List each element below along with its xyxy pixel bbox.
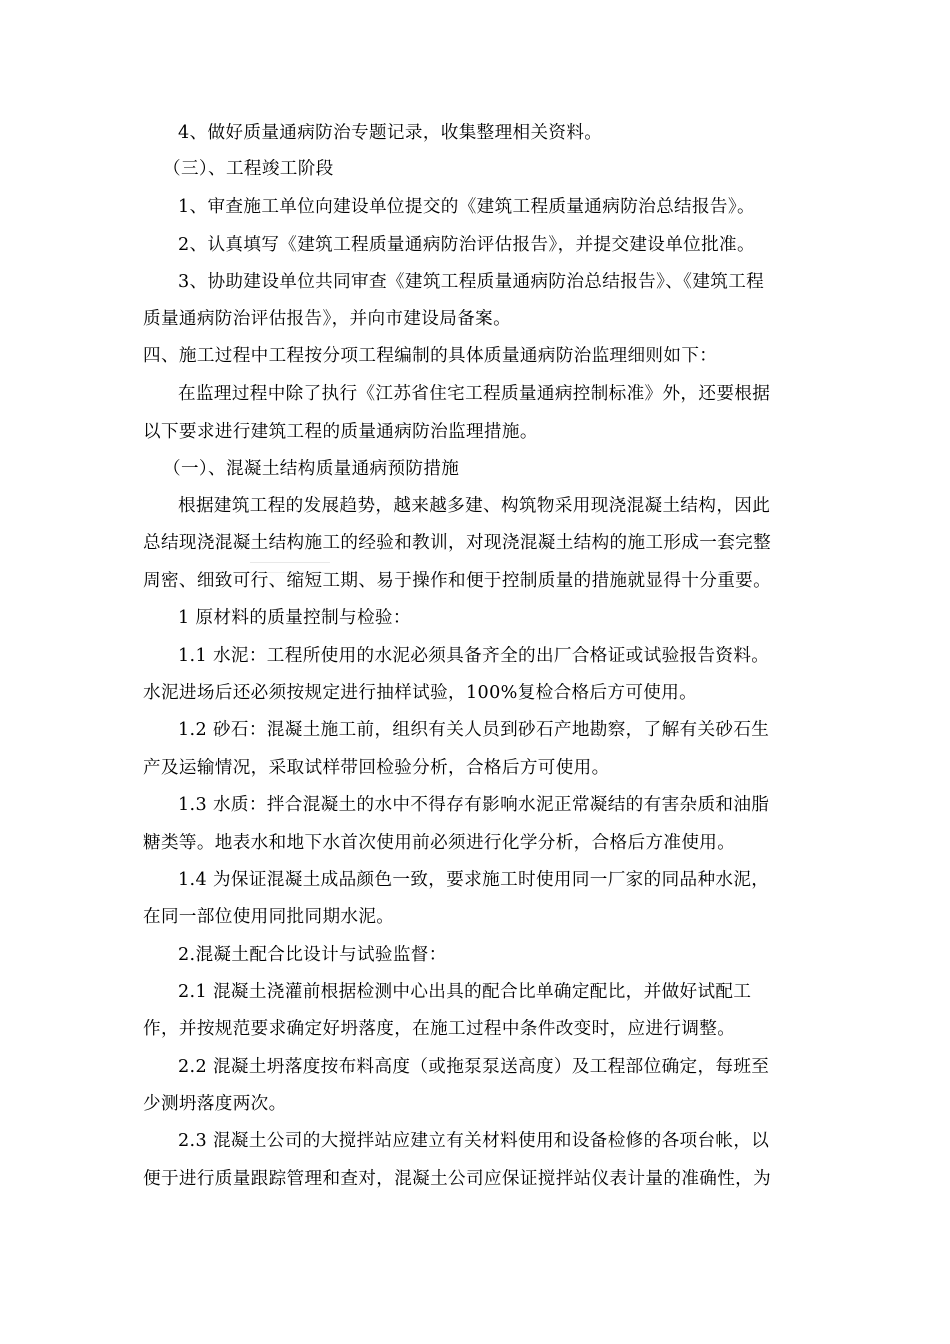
paragraph-line: 3、协助建设单位共同审查《建筑工程质量通病防治总结报告》、《建筑工程 (178, 272, 765, 292)
paragraph-line: 2.2 混凝土坍落度按布料高度（或拖泵泵送高度）及工程部位确定，每班至 (178, 1057, 770, 1077)
paragraph-line: 根据建筑工程的发展趋势，越来越多建、构筑物采用现浇混凝土结构，因此 (178, 496, 771, 516)
paragraph-line: 质量通病防治评估报告》，并向市建设局备案。 (143, 309, 512, 329)
paragraph-line: 1、审查施工单位向建设单位提交的《建筑工程质量通病防治总结报告》。 (178, 197, 755, 217)
paragraph-line: 总结现浇混凝土结构施工的经验和教训，对现浇混凝土结构的施工形成一套完整 (143, 533, 772, 553)
paragraph-line: 少测坍落度两次。 (143, 1094, 287, 1114)
section-heading: 四、施工过程中工程按分项工程编制的具体质量通病防治监理细则如下： (143, 346, 718, 366)
paragraph-line: 2、认真填写《建筑工程质量通病防治评估报告》，并提交建设单位批准。 (178, 235, 755, 255)
paragraph-line: 1.3 水质：拌合混凝土的水中不得存有影响水泥正常凝结的有害杂质和油脂 (178, 795, 770, 815)
paragraph-line: 在同一部位使用同批同期水泥。 (143, 907, 395, 927)
paragraph-line: 2.1 混凝土浇灌前根据检测中心出具的配合比单确定配比，并做好试配工 (178, 982, 752, 1002)
paragraph-line: 周密、细致可行、缩短工期、易于操作和便于控制质量的措施就显得十分重要。 (143, 571, 772, 591)
paragraph-line: 作，并按规范要求确定好坍落度，在施工过程中条件改变时，应进行调整。 (143, 1019, 736, 1039)
paragraph-line: 糖类等。地表水和地下水首次使用前必须进行化学分析，合格后方准使用。 (143, 833, 736, 853)
section-heading: （一）、混凝土结构质量通病预防措施 (163, 459, 460, 479)
paragraph-line: 1.4 为保证混凝土成品颜色一致，要求施工时使用同一厂家的同品种水泥， (178, 870, 770, 890)
subsection-heading: 2.混凝土配合比设计与试验监督： (178, 945, 447, 965)
paragraph-line: 产及运输情况，采取试样带回检验分析，合格后方可使用。 (143, 758, 610, 778)
paragraph-line: 4、做好质量通病防治专题记录，收集整理相关资料。 (178, 123, 603, 143)
paragraph-line: 在监理过程中除了执行《江苏省住宅工程质量通病控制标准》外，还要根据 (178, 384, 771, 404)
paragraph-line: 2.3 混凝土公司的大搅拌站应建立有关材料使用和设备检修的各项台帐，以 (178, 1131, 770, 1151)
section-heading: （三）、工程竣工阶段 (163, 159, 334, 179)
paragraph-line: 1.1 水泥：工程所使用的水泥必须具备齐全的出厂合格证或试验报告资料。 (178, 646, 770, 666)
paragraph-line: 1.2 砂石：混凝土施工前，组织有关人员到砂石产地勘察，了解有关砂石生 (178, 720, 770, 740)
paragraph-line: 以下要求进行建筑工程的质量通病防治监理措施。 (143, 422, 538, 442)
subsection-heading: 1 原材料的质量控制与检验： (178, 608, 411, 628)
paragraph-line: 水泥进场后还必须按规定进行抽样试验，100%复检合格后方可使用。 (143, 683, 698, 703)
paragraph-line: 便于进行质量跟踪管理和查对，混凝土公司应保证搅拌站仪表计量的准确性，为 (143, 1169, 772, 1189)
